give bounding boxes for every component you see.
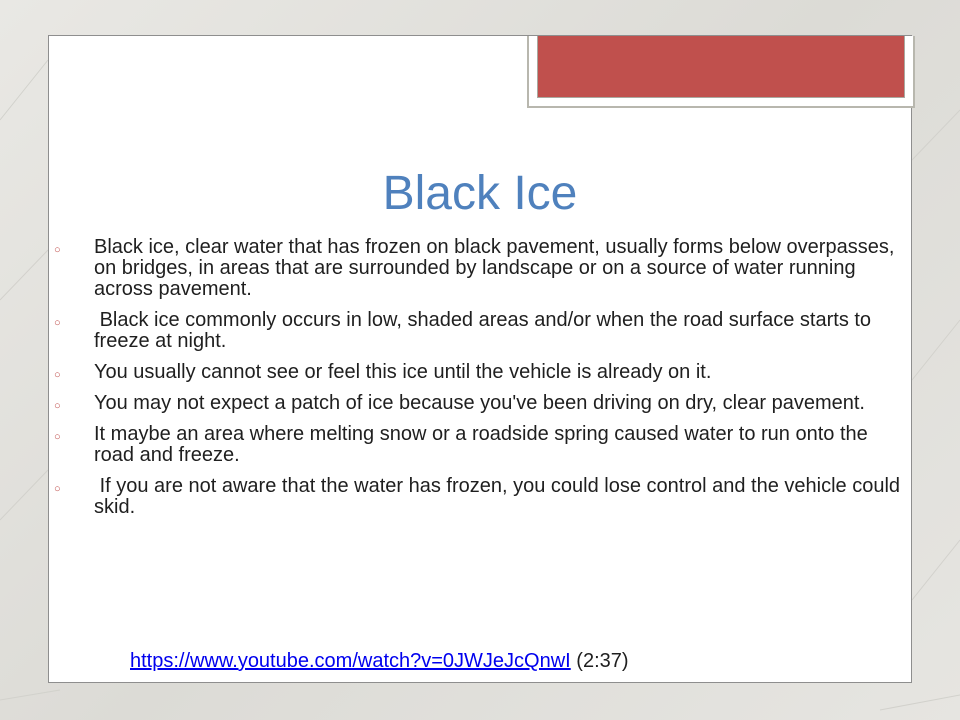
bullet-item <box>52 393 902 414</box>
bullet-list <box>52 236 906 528</box>
bullet-text: Black ice, clear water that has frozen on black pavement, usually forms below overpasses, on bridges, in areas that are surrounded by landscape or on a source of water running across pavement. <box>94 236 895 300</box>
accent-tab-fill <box>537 36 905 98</box>
bullet-text: You usually cannot see or feel this ice until the vehicle is already on it. <box>94 361 712 383</box>
bullet-circle-icon: ○ <box>54 483 61 495</box>
accent-tab <box>527 36 915 108</box>
bullet-item <box>52 237 902 300</box>
bullet-circle-icon: ○ <box>54 431 61 443</box>
bullet-text: If you are not aware that the water has frozen, you could lose control and the vehicle could skid. <box>94 475 906 518</box>
bullet-item <box>52 424 902 466</box>
bullet-item <box>52 475 906 518</box>
slide-title: Black Ice <box>382 167 578 220</box>
bullet-circle-icon: ○ <box>54 317 61 329</box>
video-duration: (2:37) <box>570 650 629 672</box>
bullet-text: Black ice commonly occurs in low, shaded areas and/or when the road surface starts to freeze at night. <box>94 309 877 352</box>
bullet-item <box>52 310 902 352</box>
bullet-circle-icon: ○ <box>54 244 61 256</box>
bullet-circle-icon: ○ <box>54 369 61 381</box>
bullet-item <box>52 362 902 383</box>
bullet-text: It maybe an area where melting snow or a roadside spring caused water to run onto the road and freeze. <box>94 423 868 466</box>
bullet-text: You may not expect a patch of ice because you've been driving on dry, clear pavement. <box>94 392 865 414</box>
youtube-link[interactable]: https://www.youtube.com/watch?v=0JWJeJcQnwI <box>130 650 571 672</box>
video-reference <box>130 650 629 673</box>
bullet-circle-icon: ○ <box>54 400 61 412</box>
